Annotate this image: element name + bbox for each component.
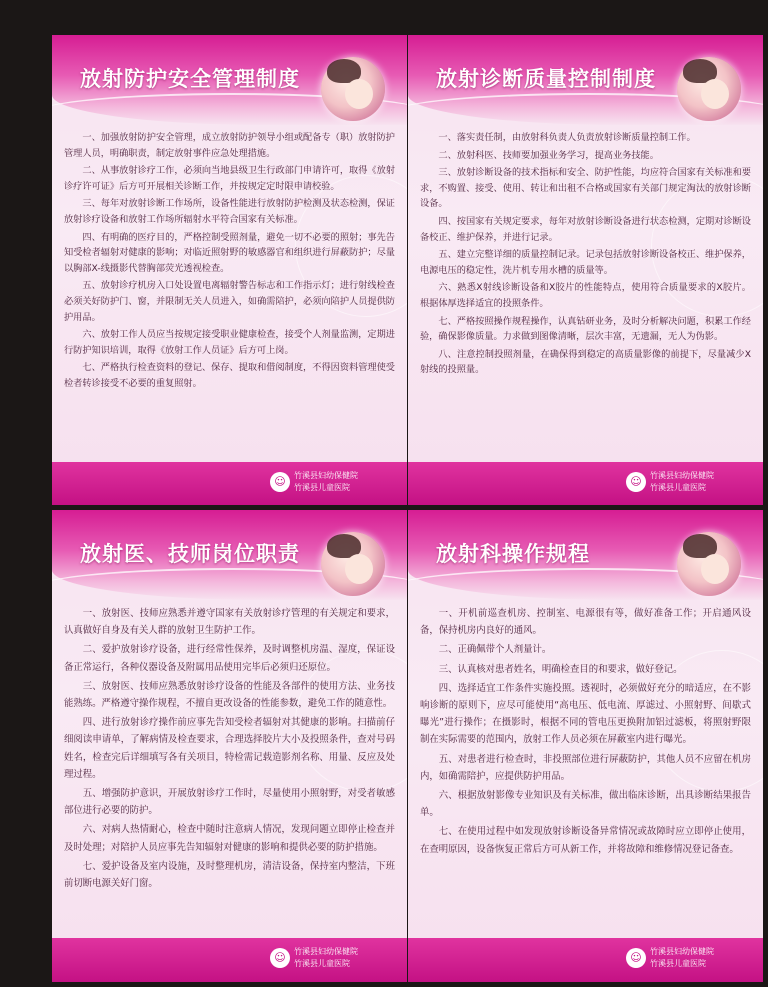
hospital-name [650,470,714,494]
paragraph: 七、在使用过程中如发现放射诊断设备异常情况或故障时应立即停止使用，在查明原因，设备恢复正常后方可从新工作，并将故障和维修情况登记备查。 [420,826,751,855]
board-content [420,130,751,380]
board-footer [52,938,407,982]
paragraph: 四、选择适宜工作条件实施投照。透视时，必须做好充分的暗适应，在不影响诊断的原则下，应尽可能使用“高电压、低电流、厚滤过、小照射野、间歇式曝光”进行操作；在摄影时，根据不同的管电压更换附加铝过滤板，将照射野限制在实际需要的范围内，放射工作人员必须在屏蔽室内进行曝光。 [420,682,751,746]
paragraph: 五、建立完整详细的质量控制记录。记录包括放射诊断设备校正、维护保养，电源电压的稳定性，洗片机专用水槽的质量等。 [420,249,751,276]
paragraph: 二、正确佩带个人剂量计。 [438,644,552,656]
board-radiation-protection [52,35,407,505]
board-quality-control [408,35,763,505]
hospital-name-line1: 竹溪县妇幼保健院 [294,947,358,956]
hospital-name-line2: 竹溪县儿童医院 [294,483,350,492]
board-content [420,605,751,860]
board-content [64,130,395,394]
paragraph: 一、开机前巡查机房、控制室、电源很有等，做好准备工作；开启通风设备，保持机房内良好的通风。 [420,608,751,637]
board-title: 放射防护安全管理制度 [80,67,300,91]
paragraph: 五、放射诊疗机房入口处设置电离辐射警告标志和工作指示灯；进行射线检查必须关好防护门、窗，并限制无关人员进入，如确需陪护，必须向陪护人员提供防护用品。 [64,280,395,323]
hospital-name-line2: 竹溪县儿童医院 [650,483,706,492]
board-content [64,605,395,894]
paragraph: 一、放射医、技师应熟悉并遵守国家有关放射诊疗管理的有关规定和要求，认真做好自身及有关人群的放射卫生防护工作。 [64,608,395,637]
paragraph: 七、严格执行检查资料的登记、保存、提取和借阅制度，不得因资料管理使受检者转诊接受不必要的重复照射。 [64,362,395,389]
paragraph: 六、对病人热情耐心，检查中随时注意病人情况，发现问题立即停止检查并及时处理；对陪护人员应事先告知辐射对健康的影响和提供必要的防护措施。 [64,824,395,853]
mother-child-photo [677,532,741,596]
paragraph: 二、爱护放射诊疗设备，进行经常性保养，及时调整机房温、湿度，保证设备正常运行，各种仪器设备及附属用品使用完毕后必须归还原位。 [64,644,395,673]
board-title: 放射诊断质量控制制度 [436,67,656,91]
paragraph: 七、严格按照操作规程操作，认真钻研业务，及时分析解决问题，积累工作经验，确保影像质量。力求做到图像清晰，层次丰富，无遗漏，无人为伪影。 [420,315,751,343]
hospital-logo-icon: ☺ [626,948,646,968]
mother-child-photo [321,532,385,596]
mother-child-photo [677,57,741,121]
mother-child-photo [321,57,385,121]
paragraph: 四、进行放射诊疗操作前应事先告知受检者辐射对其健康的影响。扫描前仔细阅读申请单，了解病情及检查要求，合理选择胶片大小及投照条件，查对号码姓名，检查完后详细填写各有关项目，特检需记载造影剂名称、用量、反应及处理过程。 [64,717,395,780]
board-title: 放射医、技师岗位职责 [80,542,300,566]
paragraph: 四、有明确的医疗目的，严格控制受照剂量，避免一切不必要的照射；事先告知受检者辐射对健康的影响；对临近照射野的敏感器官和组织进行屏蔽防护；尽量以胸部X-线摄影代替胸部荧光透视检查。 [64,231,395,274]
paragraph: 二、放射科医、技师要加强业务学习，提高业务技能。 [438,149,659,161]
paragraph: 三、认真核对患者姓名，明确检查目的和要求，做好登记。 [438,663,683,675]
hospital-logo-icon: ☺ [270,948,290,968]
hospital-name [294,946,358,970]
board-footer [52,462,407,505]
paragraph: 四、按国家有关规定要求，每年对放射诊断设备进行状态检测，定期对诊断设备校正、维护保养，并进行记录。 [420,215,751,243]
paragraph: 三、每年对放射诊断工作场所，设备性能进行放射防护检测及状态检测，保证放射诊疗设备和放射工作场所辐射水平符合国家有关标准。 [64,198,395,225]
paragraph: 一、加强放射防护安全管理，成立放射防护领导小组或配备专（职）放射防护管理人员，明确职责，制定放射事件应急处理措施。 [64,132,395,159]
paragraph: 一、落实责任制，由放射科负责人负责放射诊断质量控制工作。 [438,132,696,143]
hospital-name-line2: 竹溪县儿童医院 [294,959,350,968]
hospital-name-line1: 竹溪县妇幼保健院 [650,947,714,956]
paragraph: 六、熟悉X射线诊断设备和X胶片的性能特点，使用符合质量要求的X胶片。根据体厚选择适宜的投照条件。 [420,282,751,309]
paragraph: 六、根据放射影像专业知识及有关标准，做出临床诊断，出具诊断结果报告单。 [420,790,751,819]
board-footer [408,462,763,505]
paragraph: 六、放射工作人员应当按规定接受职业健康检查，接受个人剂量监测，定期进行防护知识培训，取得《放射工作人员证》后方可上岗。 [64,329,395,356]
paragraph: 七、爱护设备及室内设施，及时整理机房，清洁设备，保持室内整洁，下班前切断电源关好门窗。 [64,860,395,890]
board-title: 放射科操作规程 [436,542,590,566]
paragraph: 五、对患者进行检查时，非投照部位进行屏蔽防护，其他人员不应留在机房内，如确需陪护，应提供防护用品。 [420,753,751,782]
board-footer [408,938,763,982]
hospital-name-line2: 竹溪县儿童医院 [650,959,706,968]
hospital-logo-icon: ☺ [270,472,290,492]
paragraph: 三、放射诊断设备的技术指标和安全、防护性能，均应符合国家有关标准和要求，不购置、接受、使用、转让和出租不合格或国家有关部门规定淘汰的放射诊断设备。 [420,167,751,210]
hospital-logo-icon: ☺ [626,472,646,492]
paragraph: 三、放射医、技师应熟悉放射诊疗设备的性能及各部件的使用方法、业务技能熟练。严格遵守操作规程，不擅自更改设备的性能参数，避免工作的随意性。 [64,680,395,710]
paragraph: 五、增强防护意识，开展放射诊疗工作时，尽量使用小照射野，对受者敏感部位进行必要的防护。 [64,788,395,817]
hospital-name-line1: 竹溪县妇幼保健院 [650,471,714,480]
paragraph: 八、注意控制投照剂量，在确保得到稳定的高质量影像的前提下，尽量减少X射线的投照量。 [420,348,751,376]
hospital-name-line1: 竹溪县妇幼保健院 [294,471,358,480]
board-operating-procedures [408,510,763,982]
paragraph: 二、从事放射诊疗工作，必须向当地县级卫生行政部门申请许可，取得《放射诊疗许可证》后方可开展相关诊断工作，并按规定定时限申请校验。 [64,165,395,192]
hospital-name [650,946,714,970]
board-staff-duties [52,510,407,982]
hospital-name [294,470,358,494]
